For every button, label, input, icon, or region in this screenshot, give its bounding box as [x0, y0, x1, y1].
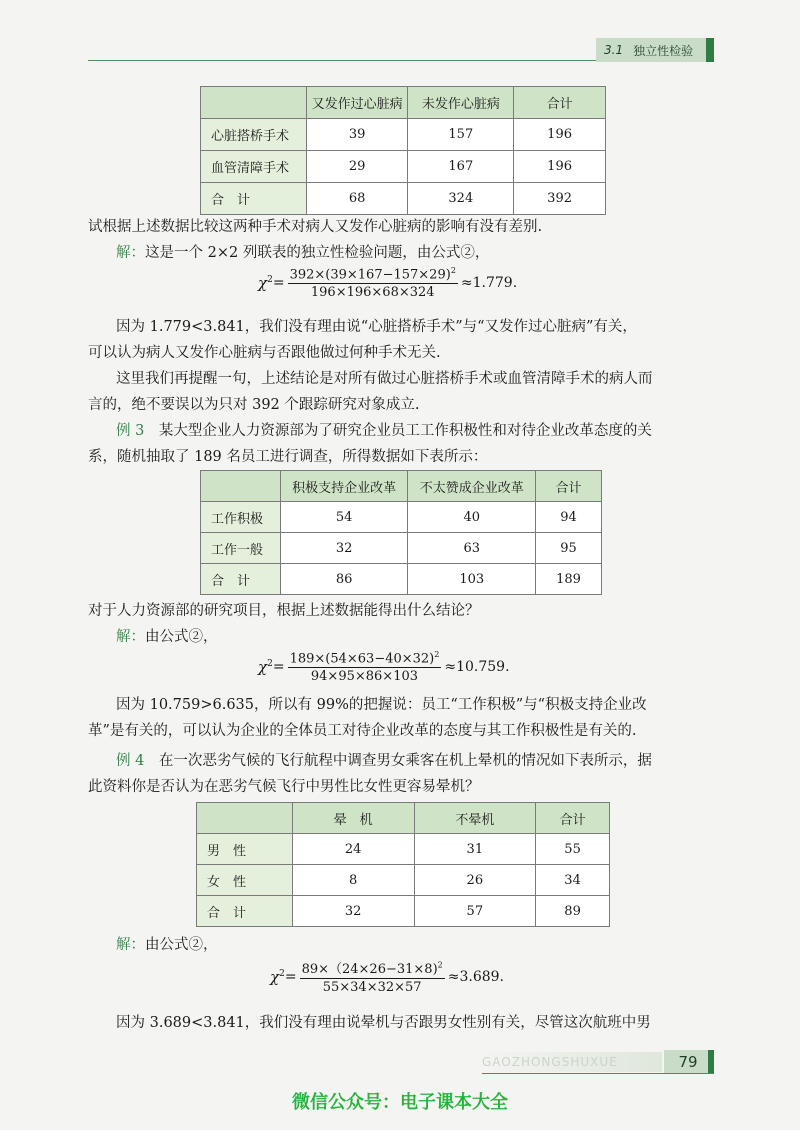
section-number: 3.1 — [604, 43, 624, 57]
table-cell: 196 — [514, 151, 606, 183]
formula-lhs: $\chi^2$ — [270, 967, 285, 986]
table-cell: 55 — [536, 834, 610, 865]
formula-chi-square-2: $\chi^2$ = $\frac{189\times(54\times 63-40\times 32)^2}{94\times 95\times 86\times 103}$ ≈10.759. — [258, 650, 510, 685]
row-header-cell: 合 计 — [197, 896, 293, 927]
header-cell: 晕 机 — [292, 803, 414, 834]
remark-line: 这里我们再提醒一句，上述结论是对所有做过心脏搭桥手术或血管清障手术的病人而 — [116, 371, 653, 387]
footer-accent-bar — [708, 1050, 714, 1074]
header-cell: 积极支持企业改革 — [280, 471, 408, 502]
table-row — [201, 151, 606, 183]
solution-text: 这是一个 2×2 列联表的独立性检验问题，由公式②， — [145, 245, 490, 261]
table-cell: 34 — [536, 865, 610, 896]
header-cell — [201, 471, 281, 502]
solution-line — [116, 932, 218, 958]
table-cell: 24 — [292, 834, 414, 865]
table-header-row — [201, 87, 606, 119]
formula-numerator: 89×（24×26−31×8)$^2$ — [300, 958, 445, 979]
formula-result: ≈10.759. — [444, 659, 510, 676]
header-cell: 合计 — [514, 87, 606, 119]
table-row — [201, 533, 602, 564]
formula-numerator: $189\times(54\times 63-40\times 32)^2$ — [289, 650, 440, 667]
formula-result: ≈1.779. — [460, 275, 518, 292]
example-text: 在一次恶劣气候的飞行航程中调查男女乘客在机上晕机的情况如下表所示，据 — [158, 753, 652, 769]
table-work-attitude — [200, 470, 602, 595]
example-label: 例 3 — [116, 423, 145, 439]
header-cell: 合计 — [536, 471, 602, 502]
formula-fraction — [288, 266, 458, 300]
header-cell — [197, 803, 293, 834]
solution-text: 由公式②， — [145, 937, 218, 953]
row-header-cell: 女 性 — [197, 865, 293, 896]
row-header-cell: 合 计 — [201, 183, 307, 215]
table-row — [201, 183, 606, 215]
footer-band: GAOZHONGSHUXUE — [482, 1052, 662, 1072]
header-accent-bar — [706, 38, 714, 62]
formula-lhs: $\chi^2$ — [258, 658, 273, 677]
footer-rule — [482, 1073, 714, 1074]
table-cell: 95 — [536, 533, 602, 564]
header-cell: 未发作心脏病 — [408, 87, 514, 119]
formula-denominator: 55×34×32×57 — [322, 980, 422, 995]
table-cell: 31 — [414, 834, 536, 865]
table-cell: 324 — [408, 183, 514, 215]
solution-label: 解： — [116, 629, 145, 645]
table-cell: 68 — [306, 183, 408, 215]
table-cell: 32 — [280, 533, 408, 564]
table-row — [201, 564, 602, 595]
conclusion-line: 可以认为病人又发作心脏病与否跟他做过何种手术无关. — [88, 345, 441, 361]
wechat-watermark: 微信公众号：电子课本大全 — [292, 1092, 508, 1113]
table-airsickness — [196, 802, 610, 927]
example-3-line — [116, 418, 652, 444]
header-cell: 不晕机 — [414, 803, 536, 834]
table-cell: 189 — [536, 564, 602, 595]
table-row — [197, 834, 610, 865]
question-text: 试根据上述数据比较这两种手术对病人又发作心脏病的影响有没有差别. — [88, 219, 543, 235]
table-cell: 167 — [408, 151, 514, 183]
conclusion-line: 因为 1.779<3.841，我们没有理由说“心脏搭桥手术”与“又发作过心脏病”有关， — [116, 319, 637, 335]
table-cell: 40 — [408, 502, 536, 533]
formula-denominator: 196×196×68×324 — [310, 285, 435, 301]
example-text: 某大型企业人力资源部为了研究企业员工工作积极性和对待企业改革态度的关 — [158, 423, 652, 439]
solution-line — [116, 240, 489, 266]
header-cell: 不太赞成企业改革 — [408, 471, 536, 502]
header-cell — [201, 87, 307, 119]
table-cell: 54 — [280, 502, 408, 533]
page-number: 79 — [664, 1050, 712, 1074]
conclusion-line: 因为 3.689<3.841，我们没有理由说晕机与否跟男女性别有关，尽管这次航班中男 — [116, 1015, 651, 1031]
formula-lhs: $\chi^2$ — [258, 274, 273, 293]
formula-fraction — [300, 958, 445, 995]
table-cell: 26 — [414, 865, 536, 896]
example-4-line — [116, 748, 652, 774]
table-cell: 196 — [514, 119, 606, 151]
table-row — [197, 865, 610, 896]
row-header-cell: 心脏搭桥手术 — [201, 119, 307, 151]
section-header — [596, 38, 706, 62]
table-cell: 8 — [292, 865, 414, 896]
table-cell: 29 — [306, 151, 408, 183]
formula-fraction — [288, 650, 442, 684]
formula-numerator: $392\times(39\times 167-157\times 29)^2$ — [289, 266, 456, 283]
table-row — [197, 896, 610, 927]
table-header-row — [201, 471, 602, 502]
row-header-cell: 工作一般 — [201, 533, 281, 564]
formula-chi-square-1: $\chi^2$ = $\frac{392\times(39\times 167-157\times 29)^2}{196\times 196\times 68\times 324}$ ≈1.779. — [258, 266, 518, 301]
table-row — [201, 502, 602, 533]
table-cell: 63 — [408, 533, 536, 564]
table-row — [201, 119, 606, 151]
row-header-cell: 血管清障手术 — [201, 151, 307, 183]
remark-line: 言的，绝不要误以为只对 392 个跟踪研究对象成立. — [88, 397, 420, 413]
table-surgery-heart-disease — [200, 86, 606, 215]
row-header-cell: 合 计 — [201, 564, 281, 595]
table-cell: 39 — [306, 119, 408, 151]
example-3-line: 系，随机抽取了 189 名员工进行调查，所得数据如下表所示： — [88, 449, 488, 465]
example-4-line: 此资料你是否认为在恶劣气候飞行中男性比女性更容易晕机？ — [88, 779, 480, 795]
header-cell: 又发作过心脏病 — [306, 87, 408, 119]
table-cell: 157 — [408, 119, 514, 151]
table-cell: 89 — [536, 896, 610, 927]
example-label: 例 4 — [116, 753, 145, 769]
table-cell: 57 — [414, 896, 536, 927]
solution-label: 解： — [116, 937, 145, 953]
solution-label: 解： — [116, 245, 145, 261]
solution-text: 由公式②， — [145, 629, 218, 645]
formula-result: ≈3.689. — [447, 968, 505, 985]
row-header-cell: 男 性 — [197, 834, 293, 865]
solution-line — [116, 624, 218, 650]
table-cell: 103 — [408, 564, 536, 595]
table-header-row — [197, 803, 610, 834]
section-title: 独立性检验 — [633, 43, 694, 58]
table-cell: 86 — [280, 564, 408, 595]
row-header-cell: 工作积极 — [201, 502, 281, 533]
formula-denominator: 94×95×86×103 — [310, 669, 419, 685]
conclusion-line: 因为 10.759>6.635，所以有 99%的把握说：员工“工作积极”与“积极支持企业改 — [116, 697, 647, 713]
header-cell: 合计 — [536, 803, 610, 834]
question-text: 对于人力资源部的研究项目，根据上述数据能得出什么结论？ — [88, 603, 480, 619]
table-cell: 32 — [292, 896, 414, 927]
table-cell: 94 — [536, 502, 602, 533]
conclusion-line: 革”是有关的，可以认为企业的全体员工对待企业改革的态度与其工作积极性是有关的. — [88, 723, 637, 739]
formula-chi-square-3: $\chi^2$ = $\frac{89\times(24\times 26-31\times 8)^2}{55\times 34\times 32\times 57}$ ≈3.689. — [270, 958, 504, 995]
table-cell: 392 — [514, 183, 606, 215]
